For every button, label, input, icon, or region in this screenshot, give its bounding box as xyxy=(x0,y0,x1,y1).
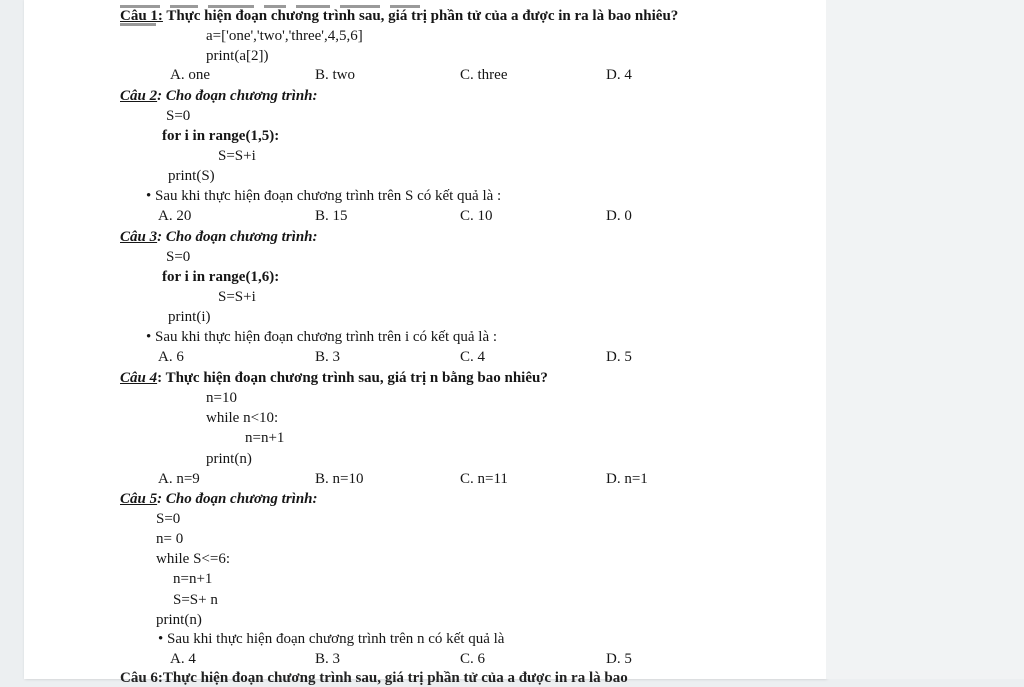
question-2-text: : Cho đoạn chương trình: xyxy=(157,88,318,104)
question-3-code-line: S=0 xyxy=(166,249,191,265)
question-4-option-a: A. n=9 xyxy=(158,471,200,487)
question-1-option-c: C. three xyxy=(460,67,508,83)
viewer-background xyxy=(826,0,1024,679)
question-1-code-line: print(a[2]) xyxy=(206,48,269,64)
question-4-code-line: while n<10: xyxy=(206,410,279,426)
cropped-top-line xyxy=(120,0,450,2)
question-6-heading-partial: Câu 6:Thực hiện đoạn chương trình sau, giá trị phần tử của a được in ra là bao xyxy=(120,670,628,686)
question-5-code-line: n= 0 xyxy=(156,531,184,547)
question-3-prompt: • Sau khi thực hiện đoạn chương trình trên i có kết quả là : xyxy=(146,329,498,345)
question-5-label: Câu 5 xyxy=(120,491,158,507)
question-4-label: Câu 4 xyxy=(120,370,158,386)
question-2-label: Câu 2 xyxy=(120,88,158,104)
question-5-text: : Cho đoạn chương trình: xyxy=(157,491,318,507)
question-5-heading xyxy=(120,490,318,508)
question-5-prompt: • Sau khi thực hiện đoạn chương trình trên n có kết quả là xyxy=(158,631,505,647)
question-2-code-line: S=S+i xyxy=(218,148,256,164)
question-2-code-line: S=0 xyxy=(166,108,191,124)
question-5-option-a: A. 4 xyxy=(170,651,196,667)
question-4-heading xyxy=(120,369,548,387)
question-3-option-c: C. 4 xyxy=(460,349,486,365)
question-2-option-b: B. 15 xyxy=(315,208,348,224)
question-3-option-a: A. 6 xyxy=(158,349,184,365)
question-2-option-d: D. 0 xyxy=(606,208,632,224)
question-4-option-d: D. n=1 xyxy=(606,471,648,487)
question-5-option-d: D. 5 xyxy=(606,651,632,667)
question-4-code-line: print(n) xyxy=(206,451,252,467)
question-1-option-d: D. 4 xyxy=(606,67,632,83)
question-1-option-b: B. two xyxy=(315,67,356,83)
question-2-prompt: • Sau khi thực hiện đoạn chương trình trên S có kết quả là : xyxy=(146,188,502,204)
question-1-label: Câu 1: xyxy=(120,8,163,24)
question-1-code-line: a=['one','two','three',4,5,6] xyxy=(206,28,363,44)
question-3-option-d: D. 5 xyxy=(606,349,632,365)
question-4-text: : Thực hiện đoạn chương trình sau, giá trị n bằng bao nhiêu? xyxy=(157,370,548,386)
question-3-text: : Cho đoạn chương trình: xyxy=(157,229,318,245)
question-4-option-c: C. n=11 xyxy=(460,471,508,487)
question-1-text: Thực hiện đoạn chương trình sau, giá trị phần tử của a được in ra là bao nhiêu? xyxy=(162,8,679,24)
question-5-option-b: B. 3 xyxy=(315,651,341,667)
question-1-option-a: A. one xyxy=(170,67,210,83)
question-2-code-line: for i in range(1,5): xyxy=(162,128,280,144)
question-2-code-line: print(S) xyxy=(168,168,215,184)
question-3-code-line: print(i) xyxy=(168,309,211,325)
question-3-code-line: for i in range(1,6): xyxy=(162,269,280,285)
question-4-code-line: n=10 xyxy=(206,390,237,406)
question-5-code-line: while S<=6: xyxy=(156,551,231,567)
question-4-option-b: B. n=10 xyxy=(315,471,364,487)
question-4-code-line: n=n+1 xyxy=(245,430,285,446)
question-1-heading xyxy=(120,7,678,25)
question-5-code-line: n=n+1 xyxy=(173,571,213,587)
question-2-option-a: A. 20 xyxy=(158,208,192,224)
question-2-heading xyxy=(120,87,318,105)
question-3-option-b: B. 3 xyxy=(315,349,341,365)
question-5-code-line: S=0 xyxy=(156,511,181,527)
question-5-code-line: S=S+ n xyxy=(173,592,218,608)
question-5-code-line: print(n) xyxy=(156,612,202,628)
question-2-option-c: C. 10 xyxy=(460,208,493,224)
question-3-label: Câu 3 xyxy=(120,229,158,245)
question-3-code-line: S=S+i xyxy=(218,289,256,305)
question-3-heading xyxy=(120,228,318,246)
question-5-option-c: C. 6 xyxy=(460,651,486,667)
